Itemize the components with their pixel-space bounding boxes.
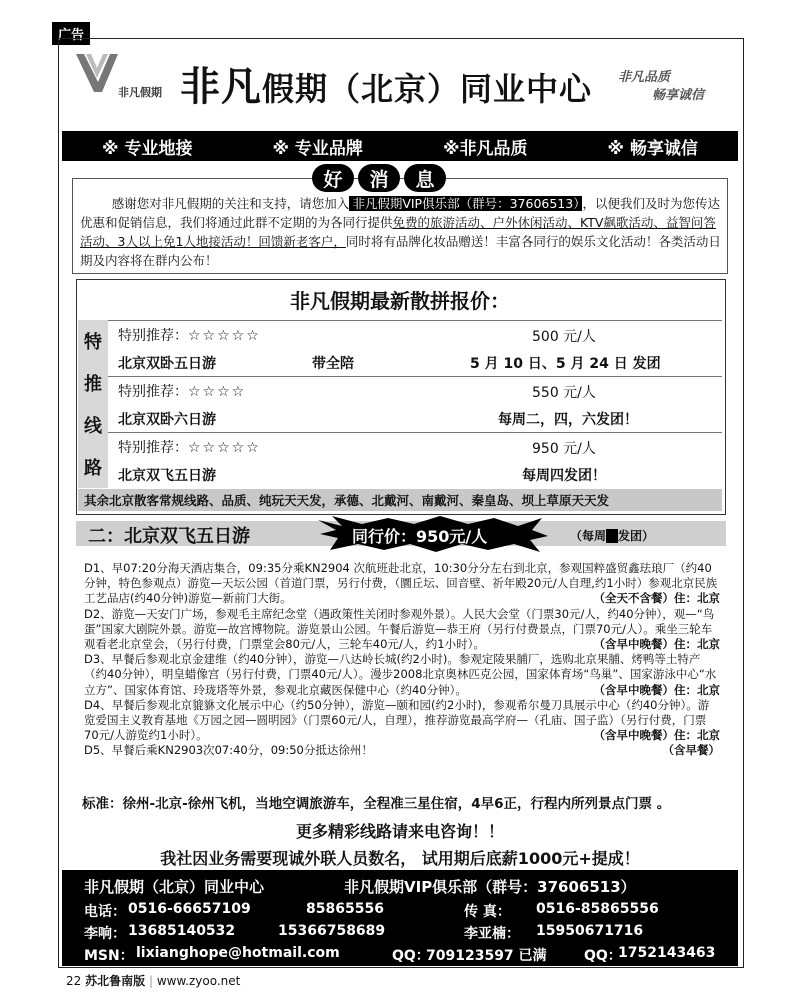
other-routes: 其余北京散客常规线路、品质、纯玩天天发，承德、北戴河、南戴河、秦皇岛、坝上草原天天发 (78, 489, 722, 511)
news-activities: 免费的旅游活动、户外休闲活动、KTV飙歌活动、益智问答活动、3人以上免1人地接活动！回馈新老客户， (80, 215, 716, 249)
price-title: 非凡假期最新散拼报价： (290, 289, 510, 313)
recommend-label (118, 325, 261, 345)
weekly-schedule (570, 527, 654, 544)
brand-rest: 假期（北京）同业中心 (262, 70, 593, 108)
phone-2[interactable]: 85865556 (306, 901, 384, 917)
news-title-char: 消 (358, 164, 400, 192)
itinerary-text: D4、早餐后参观北京貔貅文化展示中心（约50分钟），游览—颐和园(约2小时)，参观希尔曼刀具展示中心（约40分钟）。游览爱国主义教育基地《万园之园—圆明园》（门票60元/人，自理），推荐游览最高学府—（孔庙、国子监）（另行付费，门票70元/人游览约1小时）。 (84, 697, 710, 743)
qq1-label: QQ： (392, 948, 430, 964)
itinerary-text: D2、游览—天安门广场，参观毛主席纪念堂（遇政策性关闭时参观外景）。人民大会堂（门票30元/人，约40分钟），观—“鸟蛋”国家大剧院外景。游览—故宫博物院。游览景山公园。午餐后游览—恭王府（另行付费景点，门票70元/人）。乘坐三轮车观看老北京堂会，（另行付费，门票堂会80元/人，三轮车40元/人，约1小时）。 (84, 606, 715, 652)
recommend-text: 特别推荐： (118, 328, 188, 344)
news-p1: 感谢您对非凡假期的关注和支持，请您加入 (111, 196, 350, 211)
person1-name: 李响： (84, 926, 126, 942)
feature-item: ※非凡品质 (442, 138, 528, 159)
news-club-highlight: 非凡假期VIP俱乐部（群号：37606513） (349, 196, 582, 211)
feature-item: ※ 专业地接 (102, 138, 193, 159)
news-p2: ，以便我们及时为您传达优惠和促销信息，我们将通过此群不定期的为各同行提供 (80, 196, 720, 230)
news-title (312, 164, 446, 192)
side-label (78, 320, 108, 488)
news-title-char: 息 (404, 164, 446, 192)
tour-price: 500 元/人 (532, 329, 596, 345)
tour-price: 550 元/人 (532, 385, 596, 401)
person1-mobile1[interactable]: 13685140532 (128, 923, 236, 939)
side-char: 推 (84, 374, 102, 395)
contact-block (62, 870, 738, 966)
side-char: 特 (84, 332, 102, 353)
route-schedule: 每周四发团！ (522, 468, 606, 484)
person1-mobile2[interactable]: 15366758689 (278, 923, 386, 939)
msn-label: MSN： (84, 948, 134, 964)
weekly-day-redacted: 四 (606, 529, 619, 543)
ad-tag: 广告 (52, 22, 90, 45)
logo-subtitle: 非凡假期 (118, 86, 162, 99)
row-divider (108, 320, 722, 321)
phone-1[interactable]: 0516-66657109 (128, 901, 251, 917)
itinerary-text: D3、早餐后参观北京金建维（约40分钟），游览—八达岭长城(约2小时)。参观定陵果脯厂，选购北京果脯、烤鸭等土特产（约40分钟），明皇蜡像宫（另行付费，门票40元/人）。漫步2008北京奥林匹克公园，国家体育场“鸟巢”、国家游泳中心“水立方”、国家体育馆、玲珑塔等外景，参观北京藏医保健中心（约40分钟）。 (84, 652, 717, 697)
recommend-label (118, 437, 261, 457)
fax-number: 0516-85865556 (536, 901, 659, 917)
itinerary-day (84, 607, 720, 653)
route-name: 北京双飞五日游 (118, 468, 216, 484)
qq1-number[interactable]: 709123597 已满 (426, 948, 547, 964)
itinerary-meal: （含早中晚餐）住：北京 (593, 637, 720, 652)
star-rating: ☆☆☆☆ (188, 384, 247, 400)
row-divider (108, 432, 722, 433)
brand-title (180, 55, 592, 112)
person2-name: 李亚楠： (464, 926, 520, 942)
route-schedule: 5 月 10 日、5 月 24 日 发团 (470, 356, 661, 372)
feature-bar (62, 131, 738, 161)
section-title: 二：北京双飞五日游 (88, 526, 250, 547)
news-p3: 同时将有品牌化妆品赠送！丰富各同行的娱乐文化活动！各类活动日期及内容将在群内公布！ (80, 234, 721, 268)
logo-v-icon (72, 48, 122, 98)
qq2-label: QQ： (584, 948, 622, 964)
edition-label: 苏北鲁南版 (85, 974, 146, 988)
slogan-line2: 畅享诚信 (652, 88, 705, 103)
news-text (80, 194, 724, 270)
route-name: 北京双卧五日游 (118, 356, 216, 372)
recommend-label (118, 381, 246, 401)
contact-company: 非凡假期（北京）同业中心 (84, 878, 265, 896)
peer-price: 同行价：950元/人 (352, 527, 488, 546)
recommend-text: 特别推荐： (118, 440, 188, 456)
slogan-line1: 非凡品质 (618, 70, 671, 85)
star-rating: ☆☆☆☆☆ (188, 440, 261, 456)
recommend-text: 特别推荐： (118, 384, 188, 400)
itinerary-meal: （含早中晚餐）住：北京 (593, 682, 720, 697)
itinerary (84, 561, 720, 759)
feature-item: ※ 畅享诚信 (607, 138, 698, 159)
qq2-number[interactable]: 1752143463 (618, 945, 716, 961)
brand-prefix: 非凡 (180, 64, 262, 110)
itinerary-day (84, 561, 720, 607)
phone-label: 电话： (84, 904, 126, 920)
route-schedule: 每周二，四，六发团！ (498, 412, 638, 428)
page-number: 22 (66, 974, 82, 988)
more-info: 更多精彩线路请来电咨询！！ (295, 822, 504, 841)
feature-item: ※ 专业品牌 (272, 138, 363, 159)
itinerary-meal: （含早餐） (662, 743, 720, 758)
itinerary-text: D5、早餐后乘KN2903次07:40分，09:50分抵达徐州！ (84, 743, 373, 758)
tour-standard: 标准：徐州-北京-徐州飞机，当地空调旅游车，全程准三星住宿，4早6正，行程内所列景点门票 。 (82, 796, 671, 812)
itinerary-meal: （全天不含餐）住：北京 (593, 591, 720, 606)
page-footer: 22 苏北鲁南版 | www.zyoo.net (66, 974, 241, 988)
contact-club: 非凡假期VIP俱乐部（群号：37606513） (344, 878, 636, 896)
route-name: 北京双卧六日游 (118, 412, 216, 428)
fax-label: 传 真： (464, 904, 511, 920)
recruitment: 我社因业务需要现诚外联人员数名， 试用期后底薪1000元+提成！ (160, 849, 640, 868)
itinerary-text: D1、早07:20分海天酒店集合，09:35分乘KN2904 次航班赴北京，10:30分分左右到北京，参观国粹盛贸鑫珐琅厂（约40分钟，特色参观点）游览—天坛公园（首道门票，另行付费，（圜丘坛、回音壁、祈年殿20元/人自理,约1小时）参观北京民族工艺品店(约40分钟)游览—新前门大街。 (84, 561, 718, 606)
weekly-post: 发团） (618, 529, 655, 543)
news-title-char: 好 (312, 164, 354, 192)
itinerary-day (84, 743, 720, 758)
side-char: 线 (84, 416, 102, 437)
person2-mobile[interactable]: 15950671716 (536, 923, 644, 939)
itinerary-day (84, 652, 720, 698)
weekly-pre: （每周 (570, 529, 607, 543)
star-rating: ☆☆☆☆☆ (188, 328, 261, 344)
msn-address[interactable]: lixianghope@hotmail.com (136, 945, 340, 961)
route-extra: 带全陪 (312, 356, 354, 372)
itinerary-day (84, 698, 720, 744)
tour-price: 950 元/人 (532, 441, 596, 457)
itinerary-meal: （含早中晚餐）住：北京 (593, 728, 720, 743)
side-char: 路 (84, 458, 102, 479)
row-divider (108, 376, 722, 377)
site-link[interactable]: www.zyoo.net (156, 974, 241, 988)
